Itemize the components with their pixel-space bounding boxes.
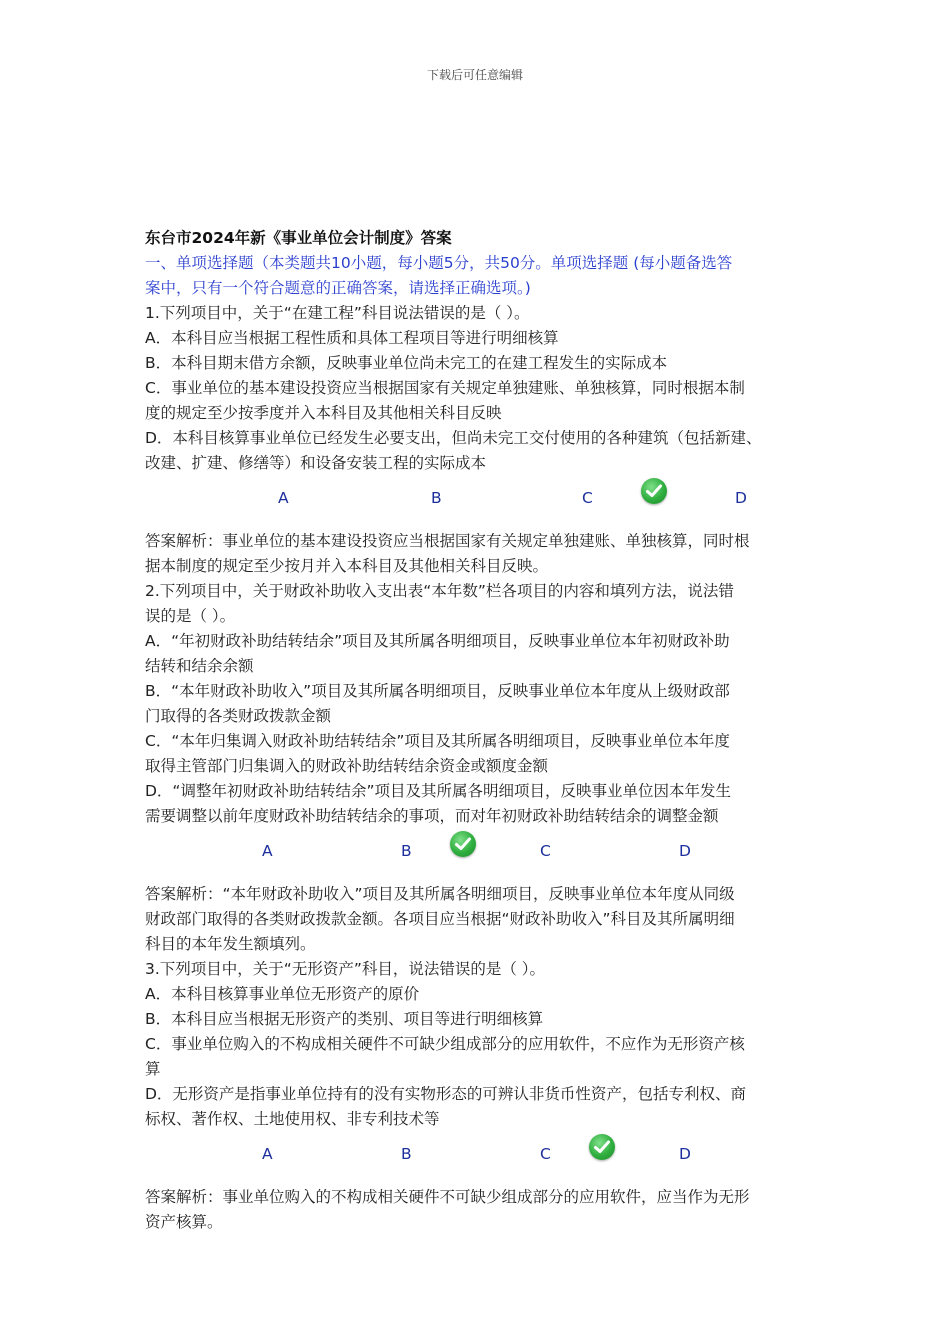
answer-analysis-line: 答案解析：“本年财政补助收入”项目及其所属各明细项目，反映事业单位本年度从同级	[145, 885, 735, 903]
answer-option-d[interactable]: D	[679, 842, 691, 860]
question-text-line: 误的是（ ）。	[145, 607, 236, 625]
option-d-line: D．“调整年初财政补助结转结余”项目及其所属各明细项目，反映事业单位因本年发生	[145, 782, 731, 800]
option-b-line: B．本科目应当根据无形资产的类别、项目等进行明细核算	[145, 1010, 544, 1028]
section-heading-line: 一、单项选择题（本类题共10小题，每小题5分，共50分。单项选择题 (每小题备选答	[145, 254, 733, 272]
answer-analysis-line: 据本制度的规定至少按月并入本科目及其他相关科目反映。	[145, 557, 549, 575]
answer-options-row	[145, 1134, 810, 1177]
answer-analysis-line: 资产核算。	[145, 1213, 223, 1231]
correct-check-icon	[589, 1134, 615, 1160]
answer-option-a[interactable]: A	[262, 842, 273, 860]
option-d-line: 标权、著作权、土地使用权、非专利技术等	[145, 1110, 440, 1128]
section-heading-line: 案中，只有一个符合题意的正确答案，请选择正确选项。)	[145, 279, 531, 297]
answer-option-d[interactable]: D	[735, 489, 747, 507]
answer-option-a[interactable]: A	[278, 489, 289, 507]
answer-option-b[interactable]: B	[431, 489, 442, 507]
answer-option-c[interactable]: C	[540, 1145, 551, 1163]
option-c-line: 取得主管部门归集调入的财政补助结转结余资金或额度金额	[145, 757, 549, 775]
option-d-line: 改建、扩建、修缮等）和设备安装工程的实际成本	[145, 454, 487, 472]
answer-analysis-line: 答案解析：事业单位的基本建设投资应当根据国家有关规定单独建账、单独核算，同时根	[145, 532, 750, 550]
answer-option-b[interactable]: B	[401, 842, 412, 860]
option-d-line: D．无形资产是指事业单位持有的没有实物形态的可辨认非货币性资产，包括专利权、商	[145, 1085, 746, 1103]
option-b-line: 门取得的各类财政拨款金额	[145, 707, 332, 725]
option-c-line: 算	[145, 1060, 161, 1078]
option-a-line: A．本科目核算事业单位无形资产的原价	[145, 985, 420, 1003]
answer-analysis-line: 科目的本年发生额填列。	[145, 935, 316, 953]
question-1	[145, 301, 810, 579]
option-d-line: 需要调整以前年度财政补助结转结余的事项，而对年初财政补助结转结余的调整金额	[145, 807, 719, 825]
option-a-line: 结转和结余余额	[145, 657, 254, 675]
answer-option-a[interactable]: A	[262, 1145, 273, 1163]
answer-option-d[interactable]: D	[679, 1145, 691, 1163]
answer-option-b[interactable]: B	[401, 1145, 412, 1163]
option-c-line: 度的规定至少按季度并入本科目及其他相关科目反映	[145, 404, 502, 422]
question-text-line: 3.下列项目中，关于“无形资产”科目，说法错误的是（ ）。	[145, 960, 546, 978]
option-a-line: A．本科目应当根据工程性质和具体工程项目等进行明细核算	[145, 329, 559, 347]
document-body	[145, 226, 810, 1235]
document-title: 东台市2024年新《事业单位会计制度》答案	[145, 229, 452, 247]
option-b-line: B．“本年财政补助收入”项目及其所属各明细项目，反映事业单位本年度从上级财政部	[145, 682, 730, 700]
correct-check-icon	[450, 831, 476, 857]
option-c-line: C．事业单位购入的不构成相关硬件不可缺少组成部分的应用软件，不应作为无形资产核	[145, 1035, 745, 1053]
option-c-line: C．“本年归集调入财政补助结转结余”项目及其所属各明细项目，反映事业单位本年度	[145, 732, 730, 750]
answer-options-row	[145, 478, 810, 521]
answer-options-row	[145, 831, 810, 874]
page-header-note: 下载后可任意编辑	[426, 68, 523, 82]
option-a-line: A．“年初财政补助结转结余”项目及其所属各明细项目，反映事业单位本年初财政补助	[145, 632, 730, 650]
answer-analysis-line: 财政部门取得的各类财政拨款金额。各项目应当根据“财政补助收入”科目及其所属明细	[145, 910, 735, 928]
question-text-line: 1.下列项目中，关于“在建工程”科目说法错误的是（ ）。	[145, 304, 530, 322]
option-c-line: C．事业单位的基本建设投资应当根据国家有关规定单独建账、单独核算，同时根据本制	[145, 379, 745, 397]
question-3	[145, 957, 810, 1235]
question-text-line: 2.下列项目中，关于财政补助收入支出表“本年数”栏各项目的内容和填列方法，说法错	[145, 582, 734, 600]
option-b-line: B．本科目期末借方余额，反映事业单位尚未完工的在建工程发生的实际成本	[145, 354, 668, 372]
correct-check-icon	[641, 478, 667, 504]
question-2	[145, 579, 810, 957]
option-d-line: D．本科目核算事业单位已经发生必要支出，但尚未完工交付使用的各种建筑（包括新建、	[145, 429, 762, 447]
answer-analysis-line: 答案解析：事业单位购入的不构成相关硬件不可缺少组成部分的应用软件，应当作为无形	[145, 1188, 750, 1206]
answer-option-c[interactable]: C	[582, 489, 593, 507]
answer-option-c[interactable]: C	[540, 842, 551, 860]
